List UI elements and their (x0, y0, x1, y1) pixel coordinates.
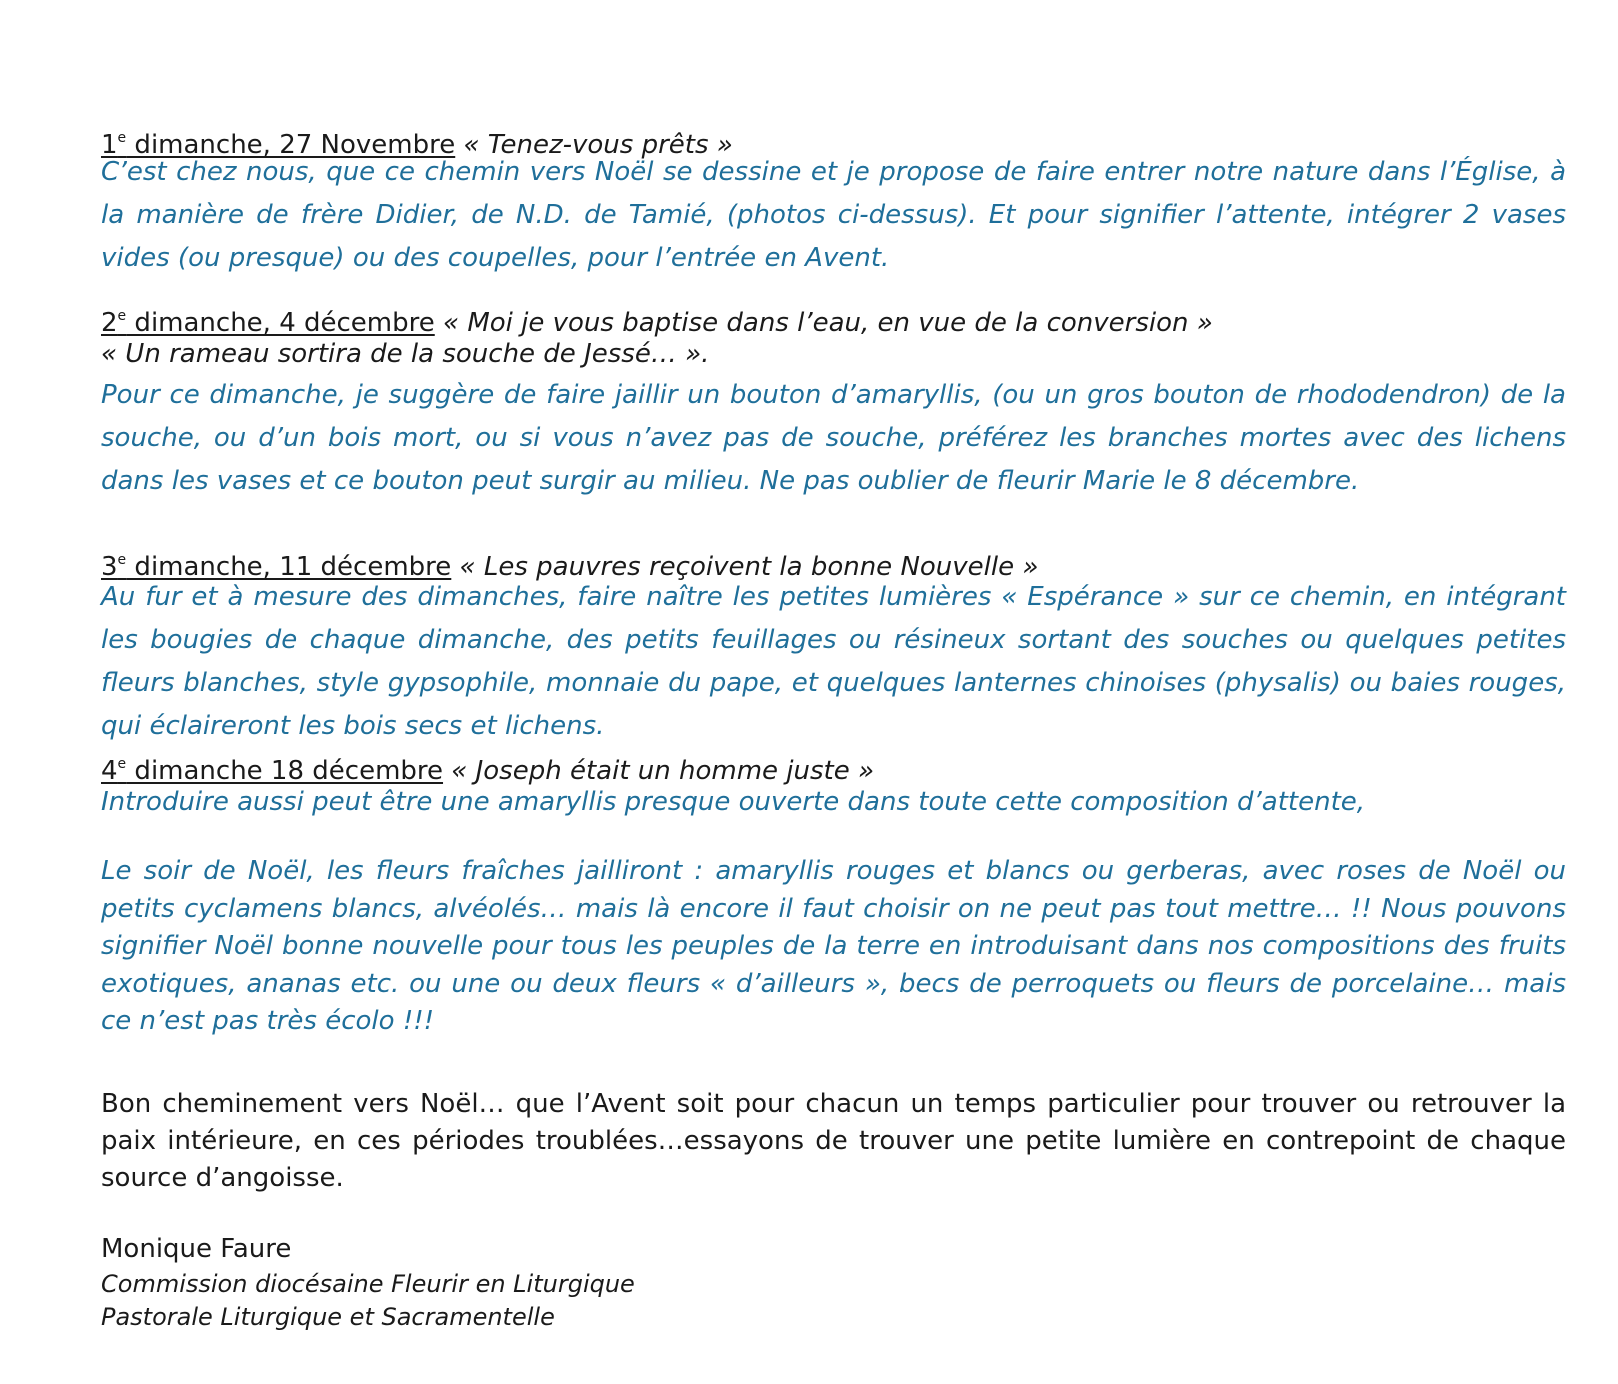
section-4-number: 4 (101, 756, 118, 786)
signature-name: Monique Faure (101, 1234, 292, 1264)
section-4-body-intro: Introduire aussi peut être une amaryllis presque ouverte dans toute cette composition d’attente, (101, 787, 1366, 817)
section-3-number: 3 (101, 552, 118, 582)
section-3-ordinal: e (117, 552, 127, 568)
section-2-body: Pour ce dimanche, je suggère de faire jaillir un bouton d’amaryllis, (ou un gros bouton de rhododendron) de la souche, ou d’un bois mort, ou si vous n’avez pas de souche, préférez les branches mortes avec des lichens dans les vases et ce bouton peut surgir au milieu. Ne pas oublier de fleurir Marie le 8 décembre. (101, 380, 1566, 496)
section-2-quote: « Moi je vous baptise dans l’eau, en vue de la conversion » (434, 308, 1213, 338)
section-4-quote: « Joseph était un homme juste » (443, 756, 875, 786)
section-3-date: dimanche, 11 décembre (126, 552, 452, 582)
section-2-date: dimanche, 4 décembre (126, 308, 435, 338)
closing-paragraph: Bon cheminement vers Noël… que l’Avent soit pour chacun un temps particulier pour trouver ou retrouver la paix intérieure, en ces périodes troublées…essayons de trouver une petite lumière en contrepoint de chaque source d’angoisse. (101, 1089, 1566, 1193)
section-3-body: Au fur et à mesure des dimanches, faire naître les petites lumières « Espérance » sur ce chemin, en intégrant les bougies de chaque dimanche, des petits feuillages ou résineux sortant des souches ou quelques petites fleurs blanches, style gypsophile, monnaie du pape, et quelques lanternes chinoises (physalis) ou baies rouges, qui éclaireront les bois secs et lichens. (101, 582, 1566, 741)
section-4-date: dimanche 18 décembre (126, 756, 444, 786)
section-1-ordinal: e (117, 130, 127, 146)
section-1-date: dimanche, 27 Novembre (126, 130, 456, 160)
section-2-ordinal: e (117, 308, 127, 324)
signature-pastorale: Pastorale Liturgique et Sacramentelle (101, 1303, 555, 1331)
section-2-number: 2 (101, 308, 118, 338)
section-1-quote: « Tenez-vous prêts » (455, 130, 733, 160)
section-1-body: C’est chez nous, que ce chemin vers Noël se dessine et je propose de faire entrer notre nature dans l’Église, à la manière de frère Didier, de N.D. de Tamié, (photos ci-dessus). Et pour signifier l’attente, intégrer 2 vases vides (ou presque) ou des coupelles, pour l’entrée en Avent. (101, 157, 1566, 273)
section-2-subquote: « Un rameau sortira de la souche de Jessé… ». (101, 339, 710, 369)
section-4-ordinal: e (117, 756, 127, 772)
section-4-body: Le soir de Noël, les fleurs fraîches jailliront : amaryllis rouges et blancs ou gerberas, avec roses de Noël ou petits cyclamens blancs, alvéolés… mais là encore il faut choisir on ne peut pas tout mettre… !! Nous pouvons signifier Noël bonne nouvelle pour tous les peuples de la terre en introduisant dans nos compositions des fruits exotiques, ananas etc. ou une ou deux fleurs « d’ailleurs », becs de perroquets ou fleurs de porcelaine… mais ce n’est pas très écolo !!! (101, 856, 1566, 1036)
section-3-quote: « Les pauvres reçoivent la bonne Nouvelle » (451, 552, 1039, 582)
signature-commission: Commission diocésaine Fleurir en Liturgique (101, 1270, 635, 1298)
section-1-number: 1 (101, 130, 118, 160)
section-2-heading (101, 298, 1566, 341)
